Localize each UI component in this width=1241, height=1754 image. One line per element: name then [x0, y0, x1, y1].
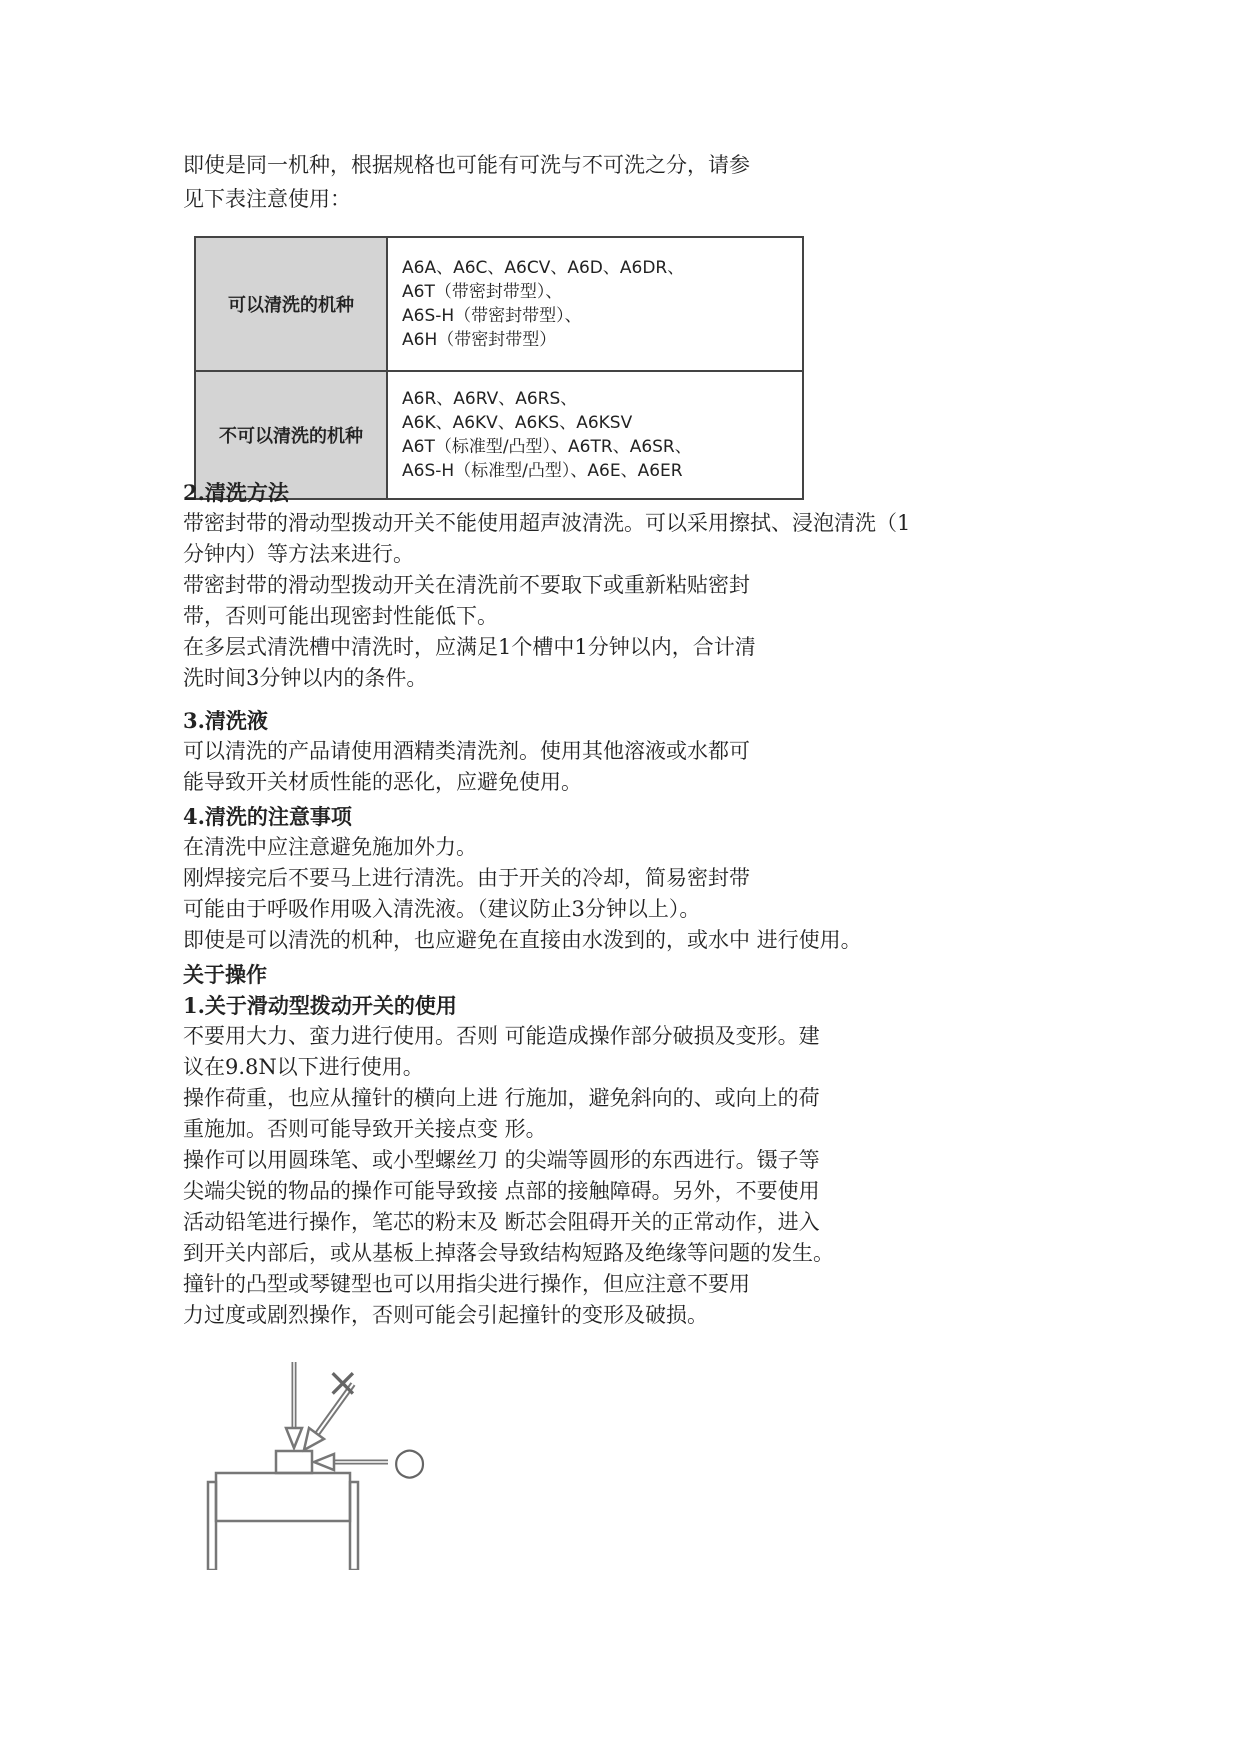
body-line: 洗时间3分钟以内的条件。 — [183, 666, 428, 690]
section-heading: 3.清洗液 — [183, 708, 268, 733]
model-line: A6S-H（带密封带型）、 — [402, 306, 582, 326]
body-line: 带密封带的滑动型拨动开关在清洗前不要取下或重新粘贴密封 — [183, 573, 750, 597]
section-cleaning-liquid — [183, 705, 750, 798]
body-line: 不要用大力、蛮力进行使用。否则 可能造成操作部分破损及变形。建 — [183, 1024, 820, 1048]
model-line: A6A、A6C、A6CV、A6D、A6DR、 — [402, 258, 685, 278]
section-cleaning-method — [183, 477, 910, 694]
subsection-heading: 1.关于滑动型拨动开关的使用 — [183, 993, 457, 1018]
section-heading: 4.清洗的注意事项 — [183, 804, 352, 829]
body-line: 撞针的凸型或琴键型也可以用指尖进行操作，但应注意不要用 — [183, 1272, 750, 1296]
body-line: 可以清洗的产品请使用酒精类清洗剂。使用其他溶液或水都可 — [183, 739, 750, 763]
model-line: A6R、A6RV、A6RS、 — [402, 389, 578, 409]
table-row — [195, 237, 803, 371]
intro-line: 见下表注意使用： — [183, 187, 351, 211]
good-mark-icon: ○ — [393, 1439, 427, 1483]
model-line: A6T（带密封带型）、 — [402, 282, 563, 302]
body-line: 操作荷重，也应从撞针的横向上进 行施加，避免斜向的、或向上的荷 — [183, 1086, 820, 1110]
body-line: 议在9.8N以下进行使用。 — [183, 1055, 424, 1079]
body-line: 带，否则可能出现密封性能低下。 — [183, 604, 498, 628]
model-line: A6T（标准型/凸型）、A6TR、A6SR、 — [402, 437, 692, 457]
bad-mark-icon: × — [326, 1360, 360, 1406]
model-line: A6H（带密封带型） — [402, 330, 557, 350]
body-line: 分钟内）等方法来进行。 — [183, 542, 414, 566]
body-line: 即使是可以清洗的机种，也应避免在直接由水泼到的，或水中 进行使用。 — [183, 928, 862, 952]
body-line: 重施加。否则可能导致开关接点变 形。 — [183, 1117, 547, 1141]
section-operation — [183, 959, 834, 1331]
model-line: A6S-H（标准型/凸型）、A6E、A6ER — [402, 461, 683, 481]
row-label: 不可以清洗的机种 — [195, 371, 387, 499]
body-line: 能导致开关材质性能的恶化，应避免使用。 — [183, 770, 582, 794]
body-line: 力过度或剧烈操作，否则可能会引起撞针的变形及破损。 — [183, 1303, 708, 1327]
cleanable-models-table — [194, 236, 804, 500]
model-line: A6K、A6KV、A6KS、A6KSV — [402, 413, 633, 433]
body-line: 在多层式清洗槽中清洗时，应满足1个槽中1分钟以内，合计清 — [183, 635, 756, 659]
body-line: 操作可以用圆珠笔、或小型螺丝刀 的尖端等圆形的东西进行。镊子等 — [183, 1148, 820, 1172]
intro-line: 即使是同一机种，根据规格也可能有可洗与不可洗之分，请参 — [183, 153, 750, 177]
body-line: 在清洗中应注意避免施加外力。 — [183, 835, 477, 859]
body-line: 到开关内部后，或从基板上掉落会导致结构短路及绝缘等问题的发生。 — [183, 1241, 834, 1265]
switch-operation-diagram — [200, 1360, 440, 1570]
intro-paragraph — [183, 150, 750, 215]
section-cleaning-notes — [183, 801, 862, 956]
body-line: 尖端尖锐的物品的操作可能导致接 点部的接触障碍。另外，不要使用 — [183, 1179, 820, 1203]
model-list — [387, 237, 803, 371]
body-line: 可能由于呼吸作用吸入清洗液。（建议防止3分钟以上）。 — [183, 897, 701, 921]
section-heading: 关于操作 — [183, 962, 267, 987]
section-heading: 2.清洗方法 — [183, 480, 289, 505]
body-line: 刚焊接完后不要马上进行清洗。由于开关的冷却，简易密封带 — [183, 866, 750, 890]
body-line: 活动铅笔进行操作，笔芯的粉末及 断芯会阻碍开关的正常动作，进入 — [183, 1210, 820, 1234]
row-label: 可以清洗的机种 — [195, 237, 387, 371]
body-line: 带密封带的滑动型拨动开关不能使用超声波清洗。可以采用擦拭、浸泡清洗（1 — [183, 511, 911, 535]
